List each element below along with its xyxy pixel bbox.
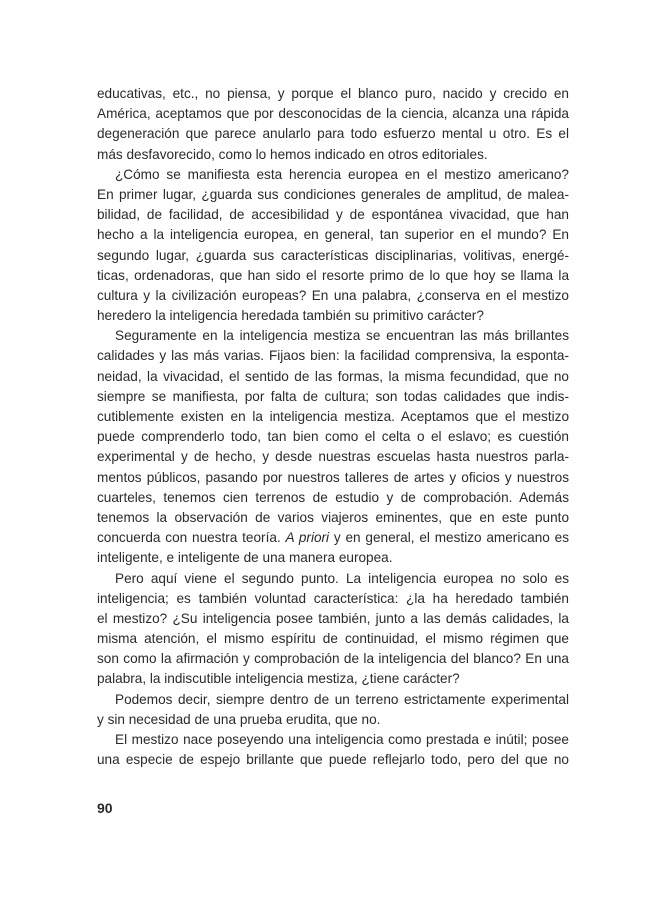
text-line: palabra, la indiscutible inteligencia mestiza, ¿tiene carácter? bbox=[97, 671, 460, 687]
text-line: siempre se manifiesta, por falta de cultura; son todas calidades que indis- bbox=[97, 388, 569, 404]
text-line: ¿Cómo se manifiesta esta herencia europea en el mestizo americano? bbox=[115, 166, 569, 182]
text-line: una especie de espejo brillante que puede reflejarlo todo, pero del que no bbox=[97, 752, 569, 768]
text-line: Seguramente en la inteligencia mestiza se encuentran las más brillantes bbox=[115, 328, 569, 344]
text-line: inteligente, e inteligente de una manera europea. bbox=[97, 550, 393, 566]
text-line: América, aceptamos que por desconocidas de la ciencia, alcanza una rápida bbox=[97, 106, 569, 122]
text-line: En primer lugar, ¿guarda sus condiciones generales de amplitud, de malea- bbox=[97, 186, 569, 202]
text-line: el mestizo? ¿Su inteligencia posee también, junto a las demás calidades, la bbox=[97, 610, 569, 626]
text-line: El mestizo nace poseyendo una inteligencia como prestada e inútil; posee bbox=[115, 732, 569, 747]
text-line: neidad, la vivacidad, el sentido de las formas, la misma fecundidad, que no bbox=[97, 368, 569, 384]
text-line: cutiblemente existen en la inteligencia mestiza. Aceptamos que el mestizo bbox=[97, 409, 569, 424]
text-line: experimental y de hecho, y desde nuestras escuelas hasta nuestros parla- bbox=[97, 449, 569, 465]
text-line: concuerda con nuestra teoría. A priori y en general, el mestizo americano es bbox=[97, 530, 569, 546]
body-text bbox=[97, 84, 569, 770]
text-line: degeneración que parece anularlo para todo esfuerzo mental u otro. Es el bbox=[97, 126, 569, 142]
text-line: calidades y las más varias. Fijaos bien: la facilidad comprensiva, la esponta- bbox=[97, 348, 569, 364]
page-number: 90 bbox=[97, 800, 113, 816]
text-line: cultura y la civilización europeas? En una palabra, ¿conserva en el mestizo bbox=[97, 287, 569, 303]
text-line: y sin necesidad de una prueba erudita, que no. bbox=[97, 711, 381, 727]
text-line: son como la afirmación y comprobación de la inteligencia del blanco? En una bbox=[97, 651, 569, 667]
text-line: tenemos la observación de varios viajeros eminentes, que en este punto bbox=[97, 509, 569, 525]
text-line: hecho a la inteligencia europea, en general, tan superior en el mundo? En bbox=[97, 227, 569, 243]
text-line: ticas, ordenadoras, que han sido el resorte primo de lo que hoy se llama la bbox=[97, 267, 569, 283]
text-line: más desfavorecido, como lo hemos indicado en otros editoriales. bbox=[97, 146, 488, 162]
text-line: misma atención, el mismo espíritu de continuidad, el mismo régimen que bbox=[97, 631, 569, 647]
text-line: Pero aquí viene el segundo punto. La inteligencia europea no solo es bbox=[115, 570, 569, 586]
text-line: educativas, etc., no piensa, y porque el blanco puro, nacido y crecido en bbox=[97, 86, 569, 101]
text-line: bilidad, de facilidad, de accesibilidad y de espontánea vivacidad, que han bbox=[97, 207, 569, 223]
text-line: inteligencia; es también voluntad característica: ¿la ha heredado también bbox=[97, 590, 569, 606]
text-line: heredero la inteligencia heredada también su primitivo carácter? bbox=[97, 308, 484, 324]
text-line: puede comprenderlo todo, tan bien como el celta o el eslavo; es cuestión bbox=[97, 429, 569, 445]
text-line: segundo lugar, ¿guarda sus características disciplinarias, volitivas, energé- bbox=[97, 247, 569, 263]
text-line: cuarteles, tenemos cien terrenos de estudio y de comprobación. Además bbox=[97, 489, 569, 505]
text-line: mentos públicos, pasando por nuestros talleres de artes y oficios y nuestros bbox=[97, 469, 569, 485]
text-line: Podemos decir, siempre dentro de un terreno estrictamente experimental bbox=[115, 691, 569, 707]
